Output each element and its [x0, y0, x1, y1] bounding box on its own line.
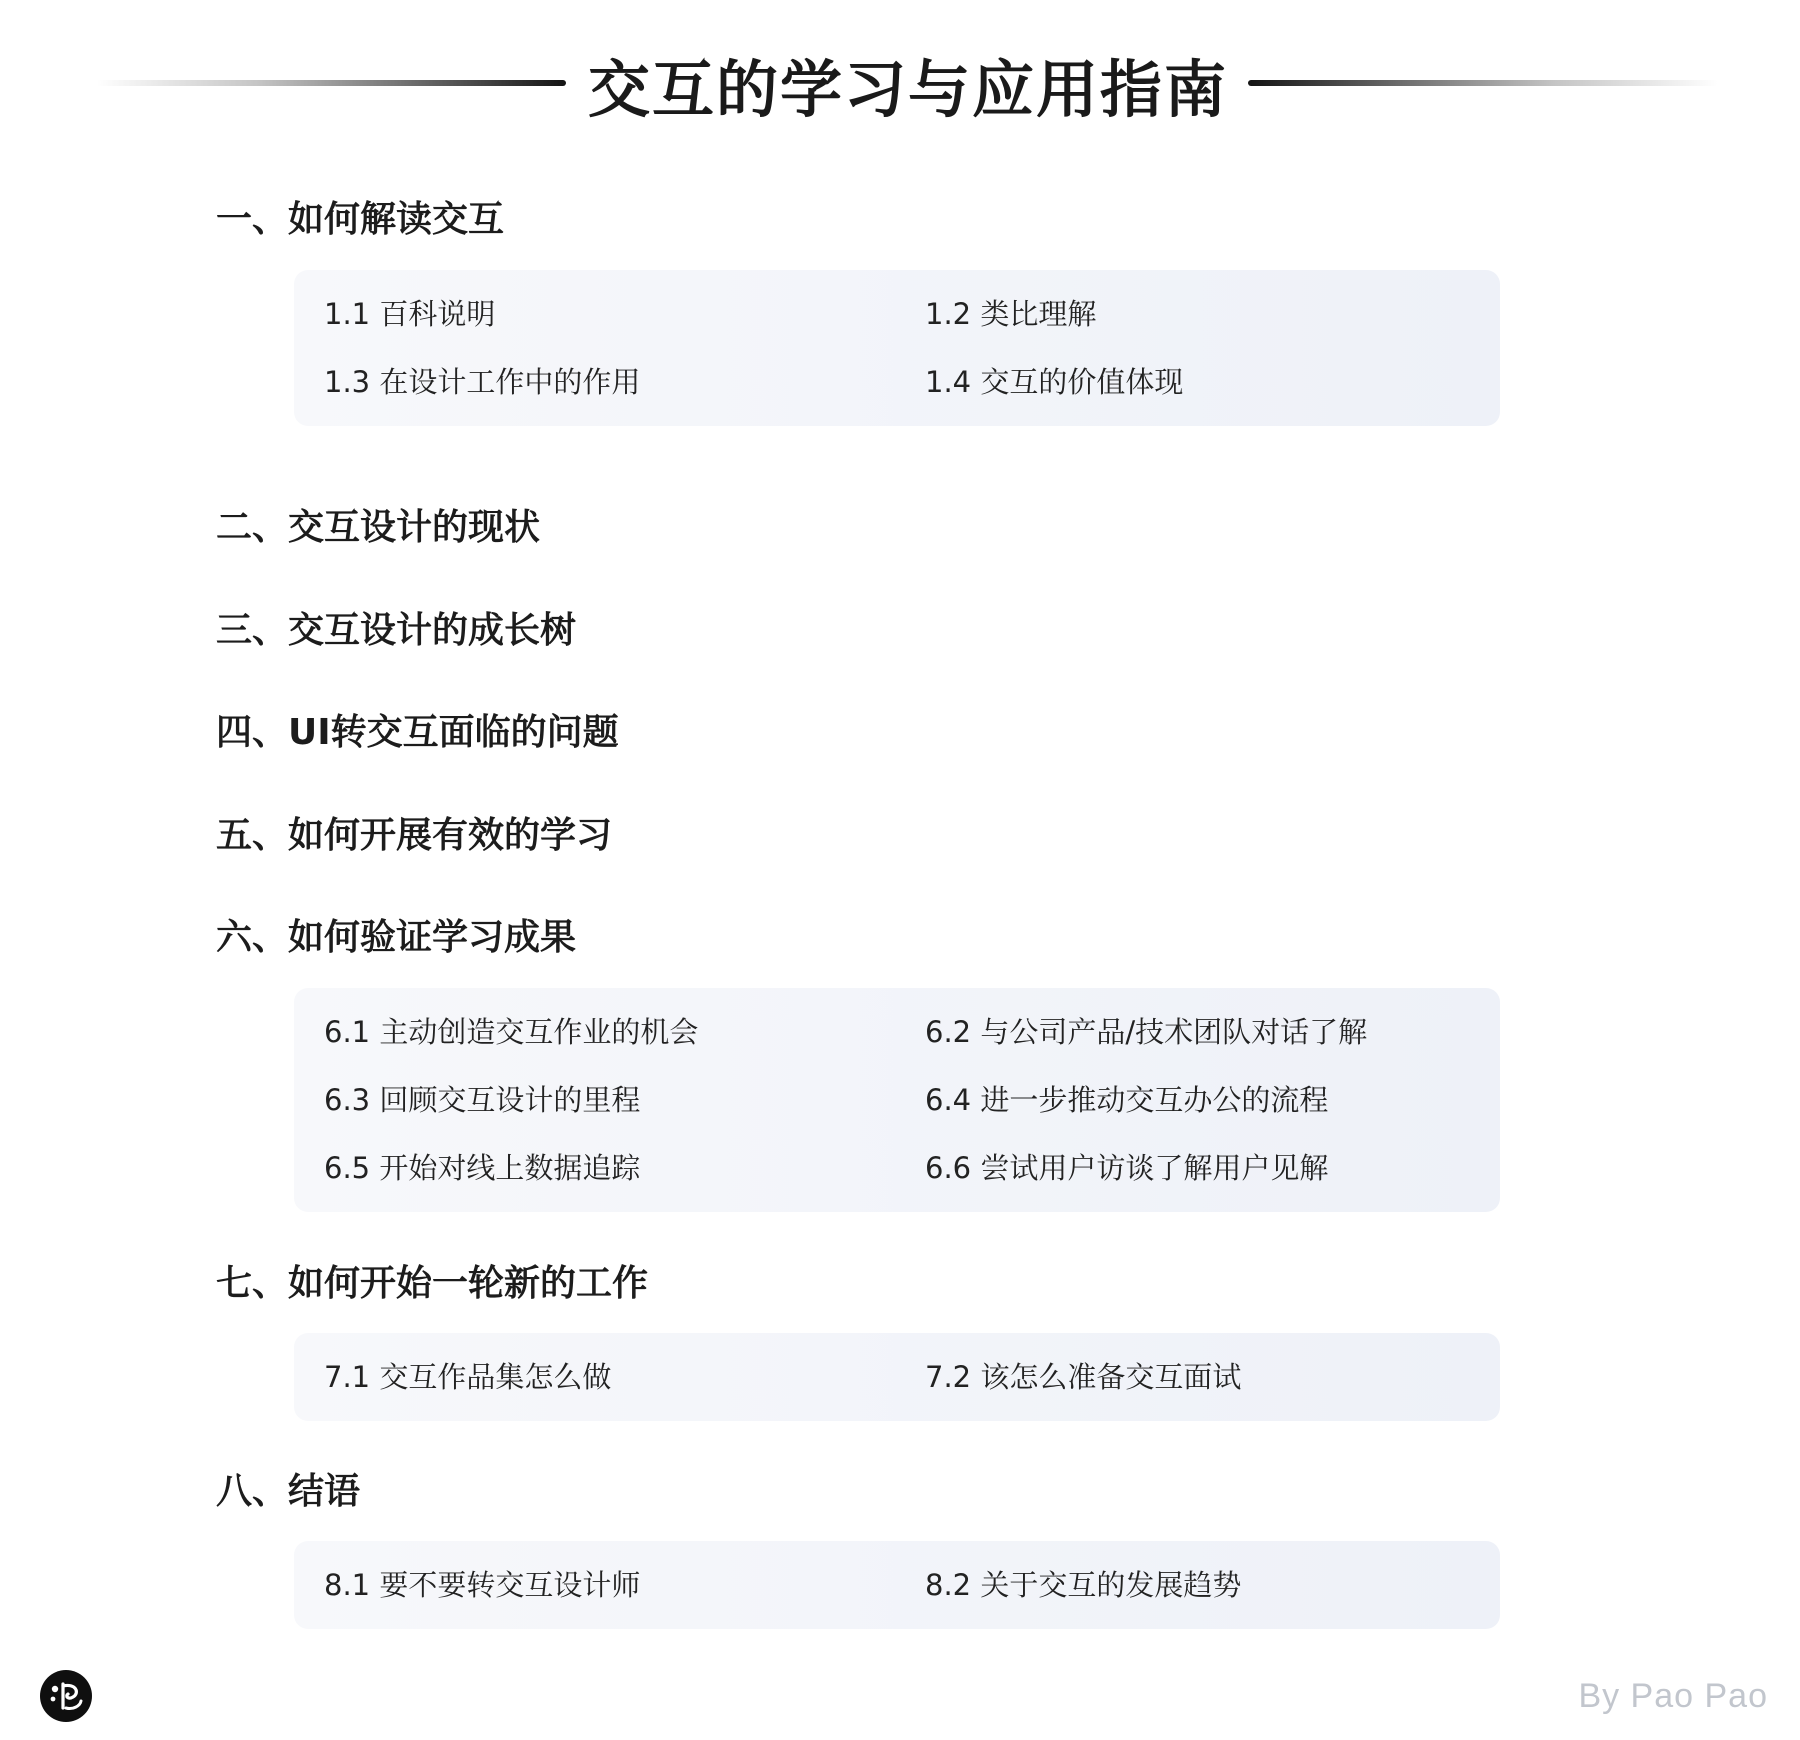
- subsection-box-6: [294, 988, 1500, 1212]
- subsection-item-6-4: 6.4 进一步推动交互办公的流程: [925, 1083, 1329, 1117]
- subsection-item-8-2: 8.2 关于交互的发展趋势: [925, 1568, 1242, 1602]
- subsection-item-6-6: 6.6 尝试用户访谈了解用户见解: [925, 1151, 1329, 1185]
- section-heading-5: 五、如何开展有效的学习: [216, 815, 613, 856]
- subsection-box-8: [294, 1541, 1500, 1629]
- title-decoration-right: [1248, 80, 1718, 86]
- section-heading-8: 八、结语: [216, 1471, 361, 1512]
- subsection-item-8-1: 8.1 要不要转交互设计师: [324, 1568, 641, 1602]
- subsection-item-1-1: 1.1 百科说明: [324, 297, 496, 331]
- section-heading-2: 二、交互设计的现状: [216, 507, 541, 548]
- subsection-item-7-1: 7.1 交互作品集怎么做: [324, 1360, 612, 1394]
- subsection-item-1-2: 1.2 类比理解: [925, 297, 1097, 331]
- subsection-item-7-2: 7.2 该怎么准备交互面试: [925, 1360, 1242, 1394]
- section-heading-3: 三、交互设计的成长树: [216, 610, 577, 651]
- section-heading-4: 四、UI转交互面临的问题: [216, 712, 619, 753]
- paopao-logo-icon: [40, 1670, 92, 1722]
- section-heading-6: 六、如何验证学习成果: [216, 917, 577, 958]
- section-heading-7: 七、如何开始一轮新的工作: [216, 1263, 649, 1304]
- title-decoration-left: [96, 80, 566, 86]
- subsection-item-1-3: 1.3 在设计工作中的作用: [324, 365, 641, 399]
- subsection-box-7: [294, 1333, 1500, 1421]
- section-heading-1: 一、如何解读交互: [216, 199, 505, 240]
- subsection-item-6-2: 6.2 与公司产品/技术团队对话了解: [925, 1015, 1368, 1049]
- subsection-item-1-4: 1.4 交互的价值体现: [925, 365, 1184, 399]
- subsection-item-6-5: 6.5 开始对线上数据追踪: [324, 1151, 641, 1185]
- page-title: 交互的学习与应用指南: [587, 53, 1228, 126]
- subsection-box-1: [294, 270, 1500, 426]
- subsection-item-6-1: 6.1 主动创造交互作业的机会: [324, 1015, 699, 1049]
- subsection-item-6-3: 6.3 回顾交互设计的里程: [324, 1083, 641, 1117]
- author-signature: By Pao Pao: [1578, 1677, 1768, 1715]
